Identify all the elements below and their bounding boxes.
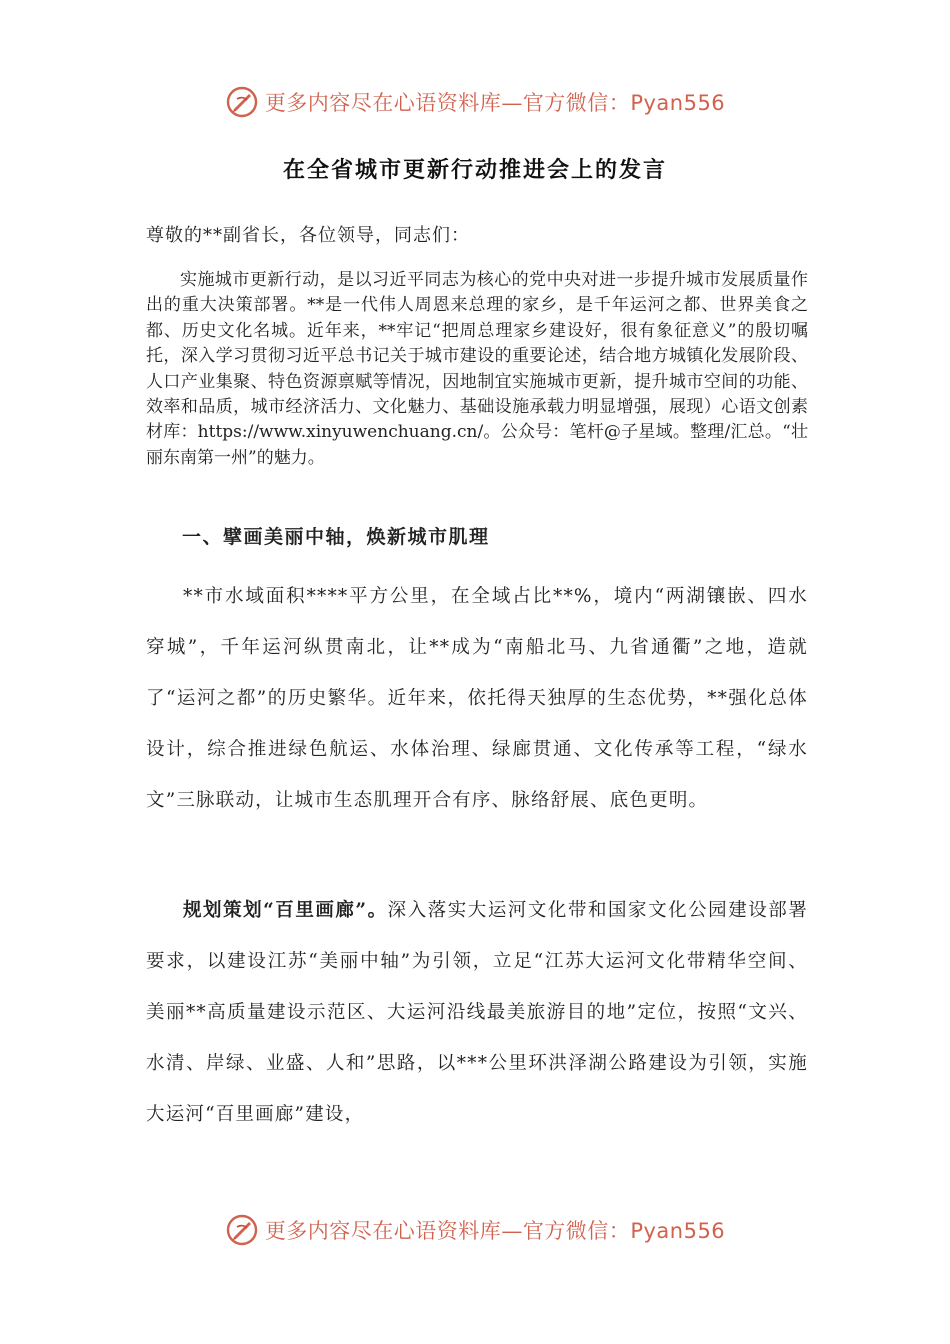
watermark-text [265, 87, 725, 117]
watermark-dash: — [501, 1219, 523, 1243]
footer-watermark [0, 1210, 950, 1250]
brush-pen-logo-icon [225, 1213, 259, 1247]
body-paragraph-2 [146, 885, 808, 1140]
watermark-dash: — [501, 91, 523, 115]
watermark-slogan: 更多内容尽在心语资料库 [264, 91, 502, 115]
watermark-slogan: 更多内容尽在心语资料库 [264, 1219, 502, 1243]
watermark-official-label: 官方微信： [522, 1219, 631, 1243]
brush-pen-logo-icon [225, 85, 259, 119]
section-heading-1: 一、擘画美丽中轴，焕新城市肌理 [182, 526, 490, 548]
body-paragraph-1: **市水域面积****平方公里，在全域占比**%，境内“两湖镶嵌、四水穿城”，千年运河纵贯南北，让**成为“南船北马、九省通衢”之地，造就了“运河之都”的历史繁华。近年来，依托得天独厚的生态优势，**强化总体设计，综合推进绿色航运、水体治理、绿廊贯通、文化传承等工程，“绿水文”三脉联动，让城市生态肌理开合有序、脉络舒展、底色更明。 [146, 586, 808, 811]
paragraph-lead-heading: 规划策划“百里画廊”。 [183, 900, 388, 921]
watermark-handle: Pyan556 [630, 1219, 726, 1243]
watermark-text [265, 1215, 725, 1245]
salutation: 尊敬的**副省长，各位领导，同志们： [146, 225, 470, 246]
header-watermark [0, 82, 950, 122]
watermark-handle: Pyan556 [630, 91, 726, 115]
paragraph-body: 深入落实大运河文化带和国家文化公园建设部署要求，以建设江苏“美丽中轴”为引领，立足“江苏大运河文化带精华空间、美丽**高质量建设示范区、大运河沿线最美旅游目的地”定位，按照“文兴、水清、岸绿、业盛、人和”思路，以***公里环洪泽湖公路建设为引领，实施大运河“百里画廊”建设， [146, 900, 809, 1125]
watermark-official-label: 官方微信： [522, 91, 631, 115]
document-title: 在全省城市更新行动推进会上的发言 [282, 157, 667, 183]
intro-paragraph: 实施城市更新行动，是以习近平同志为核心的党中央对进一步提升城市发展质量作出的重大决策部署。**是一代伟人周恩来总理的家乡，是千年运河之都、世界美食之都、历史文化名城。近年来，**牢记“把周总理家乡建设好，很有象征意义”的殷切嘱托，深入学习贯彻习近平总书记关于城市建设的重要论述，结合地方城镇化发展阶段、人口产业集聚、特色资源禀赋等情况，因地制宜实施城市更新，提升城市空间的功能、效率和品质，城市经济活力、文化魅力、基础设施承载力明显增强，展现）心语文创素材库：https://www.xinyuwenchuang.cn/。公众号：笔杆@子星域。整理/汇总。“壮丽东南第一州”的魅力。 [146, 270, 808, 468]
